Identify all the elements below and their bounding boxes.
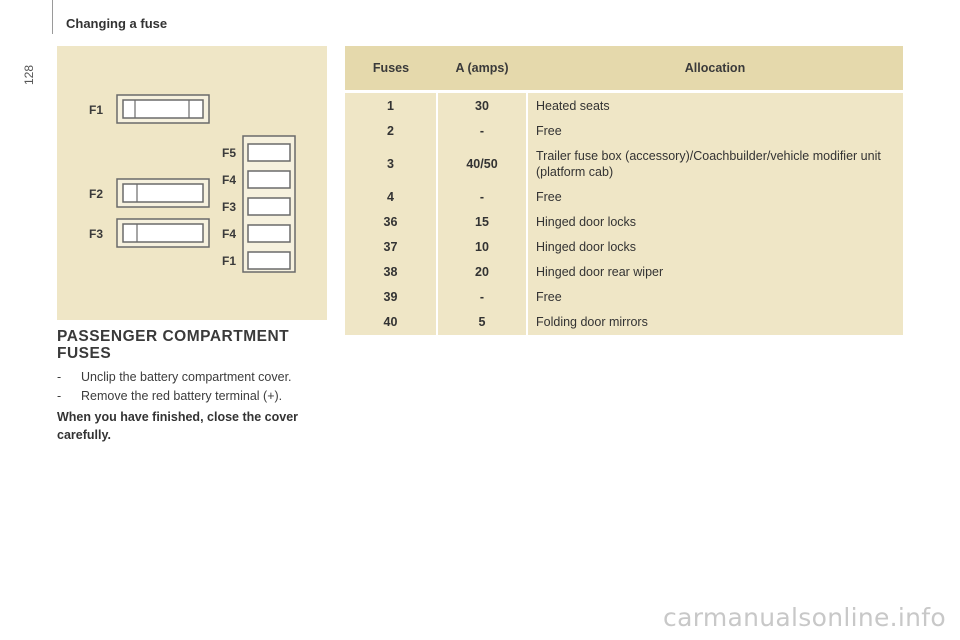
fuse-table (345, 46, 903, 335)
step-text: Remove the red battery terminal (+). (81, 389, 283, 403)
cell-fuse: 37 (345, 234, 437, 259)
header-fuses: Fuses (345, 46, 437, 91)
label-right-f1: F1 (222, 254, 237, 268)
header-allocation: Allocation (527, 46, 903, 91)
cell-fuse: 36 (345, 209, 437, 234)
table-row (345, 143, 903, 184)
fuse-diagram (57, 46, 327, 320)
cell-amps: 10 (437, 234, 527, 259)
table-header-row (345, 46, 903, 91)
label-left-f3: F3 (89, 227, 104, 241)
cell-allocation: Hinged door locks (527, 209, 903, 234)
fuse-f3-left (117, 219, 209, 247)
cell-allocation: Hinged door locks (527, 234, 903, 259)
cell-amps: 20 (437, 259, 527, 284)
fuse-f2-left (117, 179, 209, 207)
label-left-f2: F2 (89, 187, 104, 201)
cell-amps: - (437, 184, 527, 209)
fuse-box-illustration (57, 46, 327, 320)
table-row (345, 234, 903, 259)
label-right-f5: F5 (222, 146, 237, 160)
table-row (345, 91, 903, 118)
watermark: carmanualsonline.info (663, 603, 946, 632)
cell-fuse: 40 (345, 309, 437, 335)
table-row (345, 184, 903, 209)
cell-fuse: 2 (345, 118, 437, 143)
step-item (57, 370, 327, 384)
label-left-f1: F1 (89, 103, 104, 117)
label-right-f3: F3 (222, 200, 237, 214)
header-amps: A (amps) (437, 46, 527, 91)
cell-allocation: Trailer fuse box (accessory)/Coachbuilder/vehicle modifier unit (platform cab) (527, 143, 903, 184)
table-row (345, 209, 903, 234)
section-heading: PASSENGER COMPARTMENT FUSES (57, 328, 290, 362)
cell-amps: 5 (437, 309, 527, 335)
cell-allocation: Free (527, 184, 903, 209)
label-right-f4: F4 (222, 173, 237, 187)
step-text: Unclip the battery compartment cover. (81, 370, 292, 384)
cell-allocation: Free (527, 118, 903, 143)
fuse-stack-right (243, 136, 295, 272)
cell-fuse: 39 (345, 284, 437, 309)
step-marker: - (57, 389, 62, 403)
fuse-f1-left (117, 95, 209, 123)
cell-fuse: 38 (345, 259, 437, 284)
section-title: Changing a fuse (66, 16, 168, 31)
step-marker: - (57, 370, 62, 384)
table-row (345, 118, 903, 143)
cell-amps: - (437, 118, 527, 143)
label-right-f4-lower: F4 (222, 227, 237, 241)
cell-allocation: Heated seats (527, 91, 903, 118)
cell-allocation: Free (527, 284, 903, 309)
margin-rule (52, 0, 53, 34)
cell-amps: 30 (437, 91, 527, 118)
cell-fuse: 4 (345, 184, 437, 209)
cell-allocation: Folding door mirrors (527, 309, 903, 335)
page-number: 128 (22, 64, 36, 86)
table-row (345, 309, 903, 335)
cell-fuse: 1 (345, 91, 437, 118)
cell-fuse: 3 (345, 143, 437, 184)
table-row (345, 284, 903, 309)
table-row (345, 259, 903, 284)
cell-allocation: Hinged door rear wiper (527, 259, 903, 284)
step-item (57, 389, 327, 403)
cell-amps: - (437, 284, 527, 309)
cell-amps: 40/50 (437, 143, 527, 184)
cell-amps: 15 (437, 209, 527, 234)
closing-note: When you have finished, close the cover carefully. (57, 410, 299, 442)
